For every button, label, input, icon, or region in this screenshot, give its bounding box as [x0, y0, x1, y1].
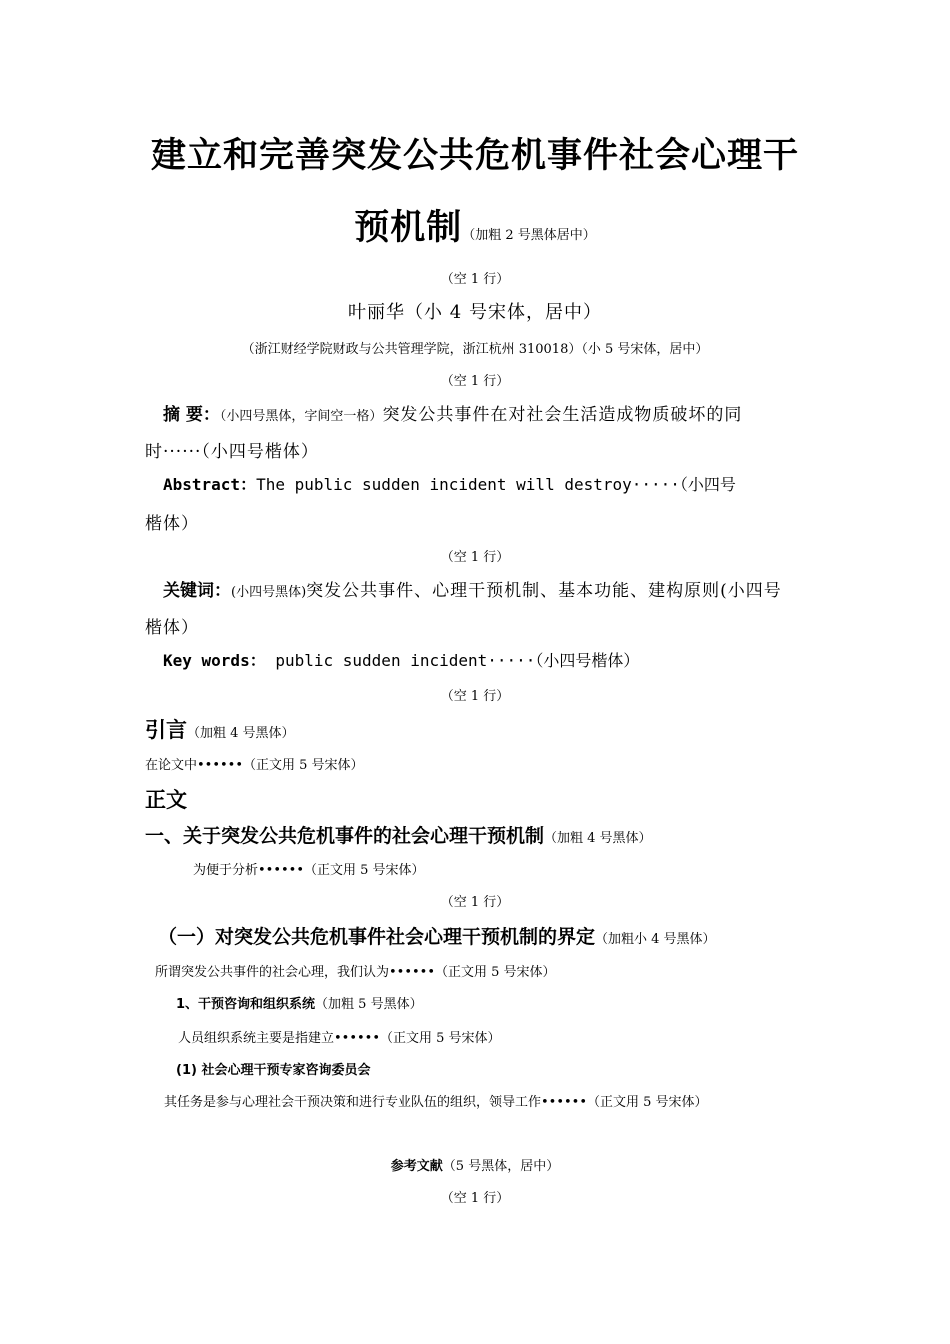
abstract-en-label: Abstract：	[163, 475, 257, 494]
body-heading: 正文	[145, 788, 187, 812]
intro-heading-row	[145, 714, 295, 744]
keywords-row	[163, 576, 782, 601]
abstract-en-text: The public sudden incident will destroy·····（小四号	[256, 475, 736, 494]
references-heading: 参考文献	[390, 1159, 443, 1174]
keywords-en-text: public sudden incident·····（小四号楷体）	[275, 651, 640, 670]
blank-line-note: （空 1 行）	[440, 689, 510, 704]
blank-line-note: （空 1 行）	[440, 374, 510, 389]
paper-title-line1: 建立和完善突发公共危机事件社会心理干	[150, 136, 799, 176]
subsection1-heading: （一）对突发公共危机事件社会心理干预机制的界定	[158, 926, 596, 948]
keywords-label: 关键词：	[163, 581, 231, 601]
abstract-text: 突发公共事件在对社会生活造成物质破坏的同	[382, 405, 743, 425]
intro-heading-note: （加粗 4 号黑体）	[187, 726, 295, 741]
keywords-en-row	[163, 648, 639, 671]
item1-heading-note: （加粗 5 号黑体）	[315, 997, 423, 1012]
item1-heading: 1、干预咨询和组织系统	[176, 997, 316, 1012]
keywords-text: 突发公共事件、心理干预机制、基本功能、建构原则(小四号	[306, 581, 782, 601]
paper-title-line2-row	[0, 200, 950, 250]
abstract-text-cont: 时······（小四号楷体）	[145, 442, 319, 462]
references-heading-note: （5 号黑体，居中）	[442, 1159, 560, 1174]
keywords-text-cont: 楷体）	[145, 618, 199, 638]
intro-text: 在论文中••••••（正文用 5 号宋体）	[145, 758, 364, 773]
section1-heading-row	[145, 821, 652, 848]
affiliation-line: （浙江财经学院财政与公共管理学院，浙江杭州 310018）（小 5 号宋体，居中）	[241, 342, 709, 357]
item1-1-heading: (1) 社会心理干预专家咨询委员会	[176, 1063, 371, 1078]
item1-text: 人员组织系统主要是指建立••••••（正文用 5 号宋体）	[178, 1031, 501, 1046]
subsection1-heading-note: （加粗小 4 号黑体）	[595, 932, 716, 947]
item1-1-text: 其任务是参与心理社会干预决策和进行专业队伍的组织，领导工作••••••（正文用 5 号宋体）	[164, 1095, 708, 1110]
paper-title-line2: 预机制	[354, 208, 463, 248]
section1-text: 为便于分析••••••（正文用 5 号宋体）	[193, 863, 425, 878]
author-line: 叶丽华（小 4 号宋体，居中）	[348, 302, 602, 323]
abstract-en-text-cont: 楷体）	[145, 514, 199, 534]
blank-line-note: （空 1 行）	[440, 550, 510, 565]
subsection1-text: 所谓突发公共事件的社会心理，我们认为••••••（正文用 5 号宋体）	[155, 965, 556, 980]
abstract-label-note: （小四号黑体，字间空一格）	[219, 409, 383, 424]
abstract-label: 摘 要：	[163, 405, 220, 425]
keywords-en-label: Key words：	[163, 651, 266, 670]
blank-line-note: （空 1 行）	[440, 1191, 510, 1206]
blank-line-note: （空 1 行）	[440, 895, 510, 910]
references-heading-row	[0, 1155, 950, 1174]
item1-heading-row	[176, 993, 423, 1012]
section1-heading-note: （加粗 4 号黑体）	[544, 831, 652, 846]
intro-heading: 引言	[145, 718, 187, 742]
keywords-label-note: (小四号黑体)	[231, 585, 307, 600]
abstract-en-row	[163, 472, 736, 495]
section1-heading: 一、关于突发公共危机事件的社会心理干预机制	[145, 825, 545, 847]
abstract-row	[163, 400, 742, 425]
subsection1-heading-row	[158, 922, 716, 949]
blank-line-note: （空 1 行）	[440, 272, 510, 287]
title-format-note: （加粗 2 号黑体居中）	[462, 228, 596, 243]
